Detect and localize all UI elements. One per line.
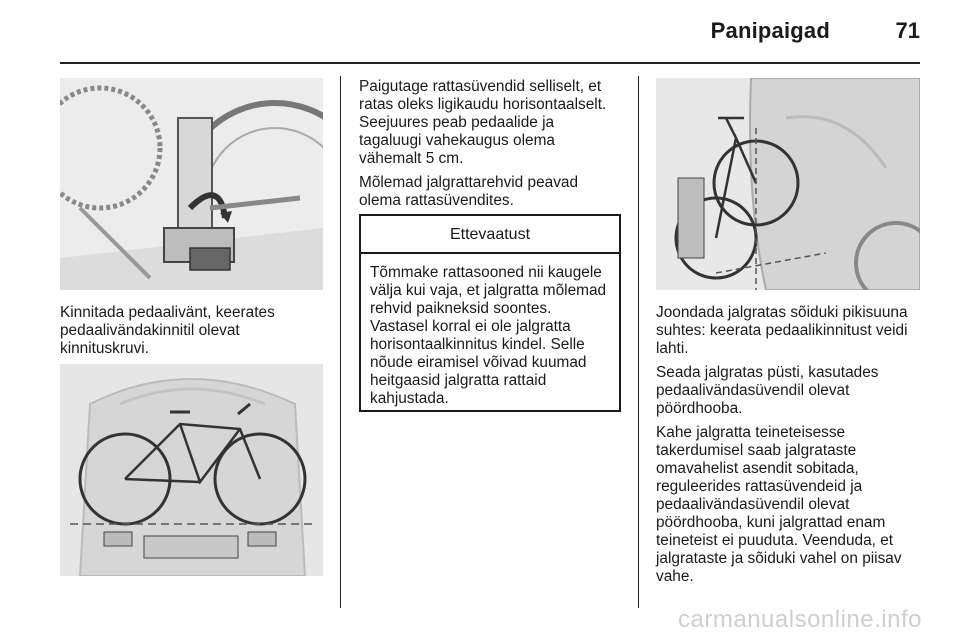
bicycle-carrier-illustration [60,364,323,576]
watermark: carmanualsonline.info [678,606,922,633]
caution-box [359,214,621,412]
column2-paragraph-1: Paigutage rattasüvendid selliselt, et ratas oleks ligikaudu horisontaalselt. Seejuures peab pedaalide ja tagaluugi vahekaugus olema vähemalt 5 cm. [359,78,607,167]
column-divider-1 [340,76,341,608]
page-header-title: Panipaigad [710,18,830,43]
header-rule [60,62,920,64]
caution-body: Tõmmake rattasooned nii kaugele välja kui vaja, et jalgratta mõlemad rehvid paikneksid soontes. Vastasel korral ei ole jalgratta horisontaalkinnitus kindel. Selle nõude eiramisel võivad kuumad heitgaasid jalgratta rattaid kahjustada. [370,264,607,407]
bicycle-side-view-illustration [656,78,920,290]
column-divider-2 [638,76,639,608]
page-number: 71 [895,18,920,43]
pedal-caption: Kinnitada pedaalivänt, keerates pedaalivändakinnitil olevat kinnituskruvi. [60,304,275,357]
column3-paragraph-3: Kahe jalgratta teineteisesse takerdumisel saab jalgrataste omavahelist asendit sobitada, reguleerides rattasüvendeid ja pedaalivändasüvendil olevat pöördhooba, kuni jalgrattad enam teineteist ei puuduta. Veenduda, et jalgrataste ja sõiduki vahel on piisav vahe. [656,424,902,585]
pedal-clamp-illustration [60,78,323,290]
column3-paragraph-1: Joondada jalgratas sõiduki pikisuuna suhtes: keerata pedaalikinnitust veidi lahti. [656,304,908,357]
column3-paragraph-2: Seada jalgratas püsti, kasutades pedaalivändasüvendil olevat pöördhooba. [656,364,879,417]
caution-heading: Ettevaatust [361,216,619,254]
column2-paragraph-2: Mõlemad jalgrattarehvid peavad olema rattasüvendites. [359,174,579,209]
